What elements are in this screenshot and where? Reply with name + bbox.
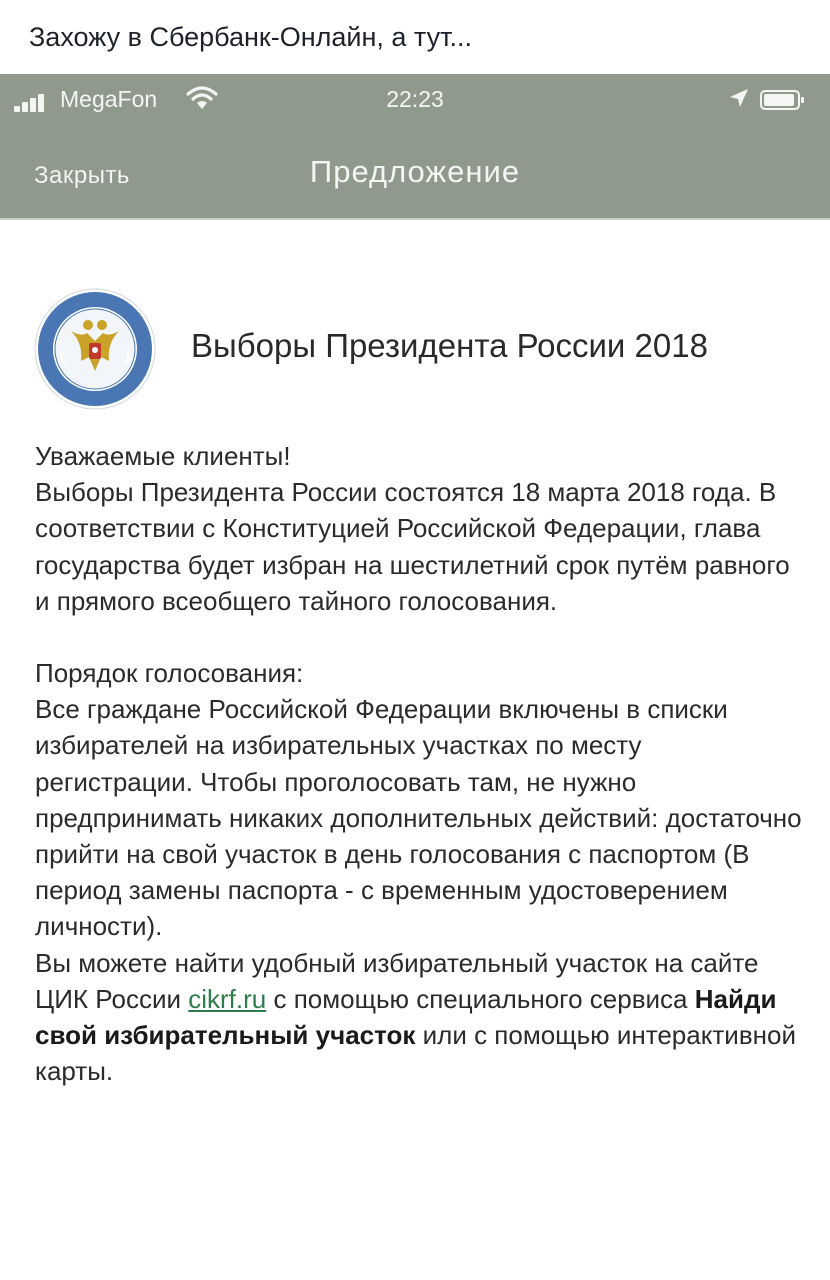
page-title: Предложение [309, 154, 521, 189]
procedure-heading: Порядок голосования: [35, 658, 304, 689]
greeting-text: Уважаемые клиенты! [35, 441, 291, 471]
cikrf-link[interactable]: cikrf.ru [188, 983, 267, 1014]
intro-text: Выборы Президента России состоятся 18 марта 2018 года. В соответствии с Конституцией Российской Федерации, глава государства будет избран на шестилетний срок путём равного и прямого всеобщего тайного голосования. [35, 477, 790, 616]
find-prefix: Вы можете найти удобный избирательный участок на сайте ЦИК России [35, 947, 759, 1014]
status-bar [0, 74, 830, 124]
paragraph-gap [35, 619, 805, 655]
find-service-name: Найди свой избирательный участок [35, 983, 777, 1051]
procedure-text: Все граждане Российской Федерации включены в списки избирателей на избирательных участках по месту регистрации. Чтобы проголосовать там, не нужно предпринимать никаких дополнительных действий: достаточно прийти на свой участок в день голосования с паспортом (В период замены паспорта - с временным удостоверением личности). [35, 694, 802, 942]
navigation-bar [0, 124, 830, 218]
carrier-name: MegaFon [60, 86, 158, 112]
status-time: 22:23 [386, 86, 444, 112]
offer-content[interactable] [0, 220, 830, 1280]
close-button[interactable]: Закрыть [34, 162, 130, 189]
find-middle: с помощью специального сервиса [273, 983, 688, 1014]
offer-body [35, 438, 805, 1089]
cik-emblem-icon [33, 287, 157, 411]
location-arrow-icon [728, 87, 750, 109]
battery-icon [760, 90, 806, 110]
app-header [0, 74, 830, 218]
find-station-text [35, 945, 805, 1090]
offer-headline: Выборы Президента России 2018 [191, 327, 708, 364]
find-suffix: или с помощью интерактивной карты. [35, 1020, 796, 1087]
post-caption: Захожу в Сбербанк-Онлайн, а тут... [0, 0, 830, 74]
